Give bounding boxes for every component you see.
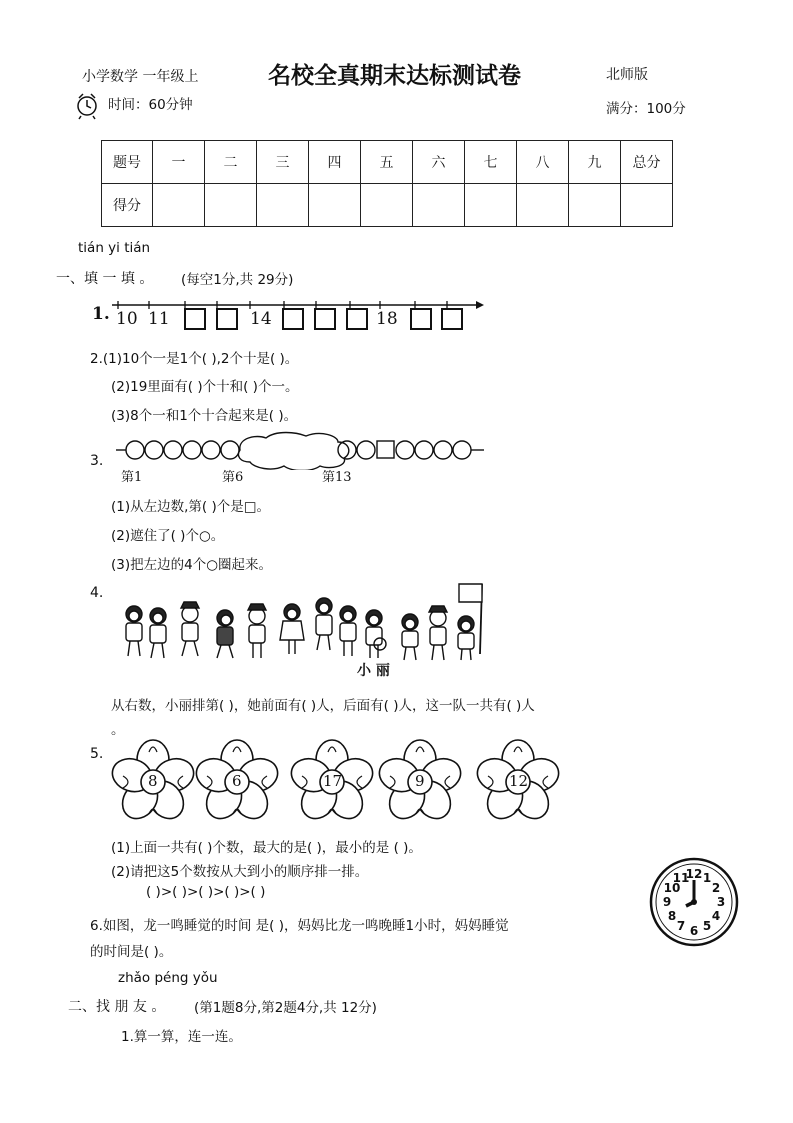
clock-numeral: 10 [663,881,681,895]
flower-number: 8 [148,772,158,790]
q4-question-tail: 。 [111,722,125,738]
subject-label: 小学数学 一年级上 [82,69,199,85]
section1-note: (每空1分,共 29分) [181,272,294,288]
q5-order-blanks: ( )>( )>( )>( )>( ) [146,884,266,900]
q4-question: 从右数，小丽排第( )，她前面有( )人，后面有( )人，这一队一共有( )人 [111,698,535,714]
score-cell: 五 [361,141,413,184]
score-input-cell[interactable] [309,184,361,227]
section2-heading: 二、找 朋 友 。 [68,999,166,1015]
clock-numeral: 4 [711,909,721,923]
edition-label: 北师版 [606,67,648,83]
score-cell: 七 [465,141,517,184]
flower-number: 17 [323,772,343,790]
clock-numeral: 1 [702,871,712,885]
clock-numeral: 3 [716,895,726,909]
score-cell: 九 [569,141,621,184]
score-cell: 四 [309,141,361,184]
score-table [101,140,673,227]
number-line-blank-box[interactable] [410,308,432,330]
number-line-label: 10 [116,309,138,329]
flower-number: 12 [509,772,529,790]
clock-numeral: 11 [672,871,690,885]
score-cell: 八 [517,141,569,184]
clock-face-icon [648,856,740,948]
bead-label-1: 第1 [121,470,143,485]
q3-line1: (1)从左边数,第( )个是□。 [111,499,270,515]
score-input-cell[interactable] [257,184,309,227]
section2-q1: 1.算一算，连一连。 [121,1029,242,1045]
number-line-label: 14 [250,309,272,329]
score-cell: 三 [257,141,309,184]
section2-note: (第1题8分,第2题4分,共 12分) [194,1000,377,1016]
flower-number: 9 [415,772,425,790]
score-input-cell[interactable] [621,184,673,227]
score-cell: 总分 [621,141,673,184]
cloud-cover-shape [238,433,348,471]
xiaoli-label: 小 丽 [357,663,390,679]
number-line-blank-box[interactable] [216,308,238,330]
number-line-blank-box[interactable] [282,308,304,330]
score-input-cell[interactable] [153,184,205,227]
score-input-cell[interactable] [569,184,621,227]
number-line-blank-box[interactable] [314,308,336,330]
clock-numeral: 6 [689,924,699,938]
q5-line1: (1)上面一共有( )个数，最大的是( )，最小的是 ( )。 [111,840,422,856]
score-table-score-row [102,184,673,227]
bead-string-figure [116,430,488,470]
q6-line1: 6.如图，龙一鸣睡觉的时间 是( )，妈妈比龙一鸣晚睡1小时，妈妈睡觉 [90,918,509,934]
flower-number: 6 [232,772,242,790]
clock-numeral: 2 [711,881,721,895]
score-table-header-row [102,141,673,184]
number-line-blank-box[interactable] [184,308,206,330]
number-line-label: 18 [376,309,398,329]
section2-pinyin: zhǎo péng yǒu [118,970,218,986]
score-cell: 得分 [102,184,153,227]
q2-line3: (3)8个一和1个十合起来是( )。 [111,408,298,424]
score-input-cell[interactable] [413,184,465,227]
alarm-clock-icon [76,90,98,120]
q5-number: 5. [90,746,104,762]
children-queue-illustration [120,580,490,664]
bead-label-6: 第6 [222,470,244,485]
score-input-cell[interactable] [205,184,257,227]
time-limit: 时间：60分钟 [108,97,193,113]
q1-number: 1. [92,304,110,324]
clock-numeral: 7 [676,919,686,933]
bead-label-13: 第13 [322,470,352,485]
score-input-cell[interactable] [517,184,569,227]
clock-numeral: 9 [662,895,672,909]
section1-heading: 一、填 一 填 。 [56,271,154,287]
full-score: 满分：100分 [606,101,686,117]
exam-title: 名校全真期末达标测试卷 [268,62,521,89]
q3-line2: (2)遮住了( )个○。 [111,528,225,544]
number-line-blank-box[interactable] [441,308,463,330]
q3-number: 3. [90,453,104,469]
clock-numeral: 12 [685,867,703,881]
score-cell: 二 [205,141,257,184]
number-line-blank-box[interactable] [346,308,368,330]
score-cell: 一 [153,141,205,184]
q6-line2: 的时间是( )。 [90,944,173,960]
score-input-cell[interactable] [361,184,413,227]
clock-numeral: 5 [702,919,712,933]
number-line-label: 11 [148,309,170,329]
score-cell: 题号 [102,141,153,184]
q2-line1: 2.(1)10个一是1个( ),2个十是( )。 [90,351,299,367]
q3-line3: (3)把左边的4个○圈起来。 [111,557,272,573]
section1-pinyin: tián yi tián [78,240,151,256]
score-cell: 六 [413,141,465,184]
q5-line2: (2)请把这5个数按从大到小的顺序排一排。 [111,864,369,880]
q2-line2: (2)19里面有( )个十和( )个一。 [111,379,299,395]
score-input-cell[interactable] [465,184,517,227]
q4-number: 4. [90,585,104,601]
clock-numeral: 8 [667,909,677,923]
